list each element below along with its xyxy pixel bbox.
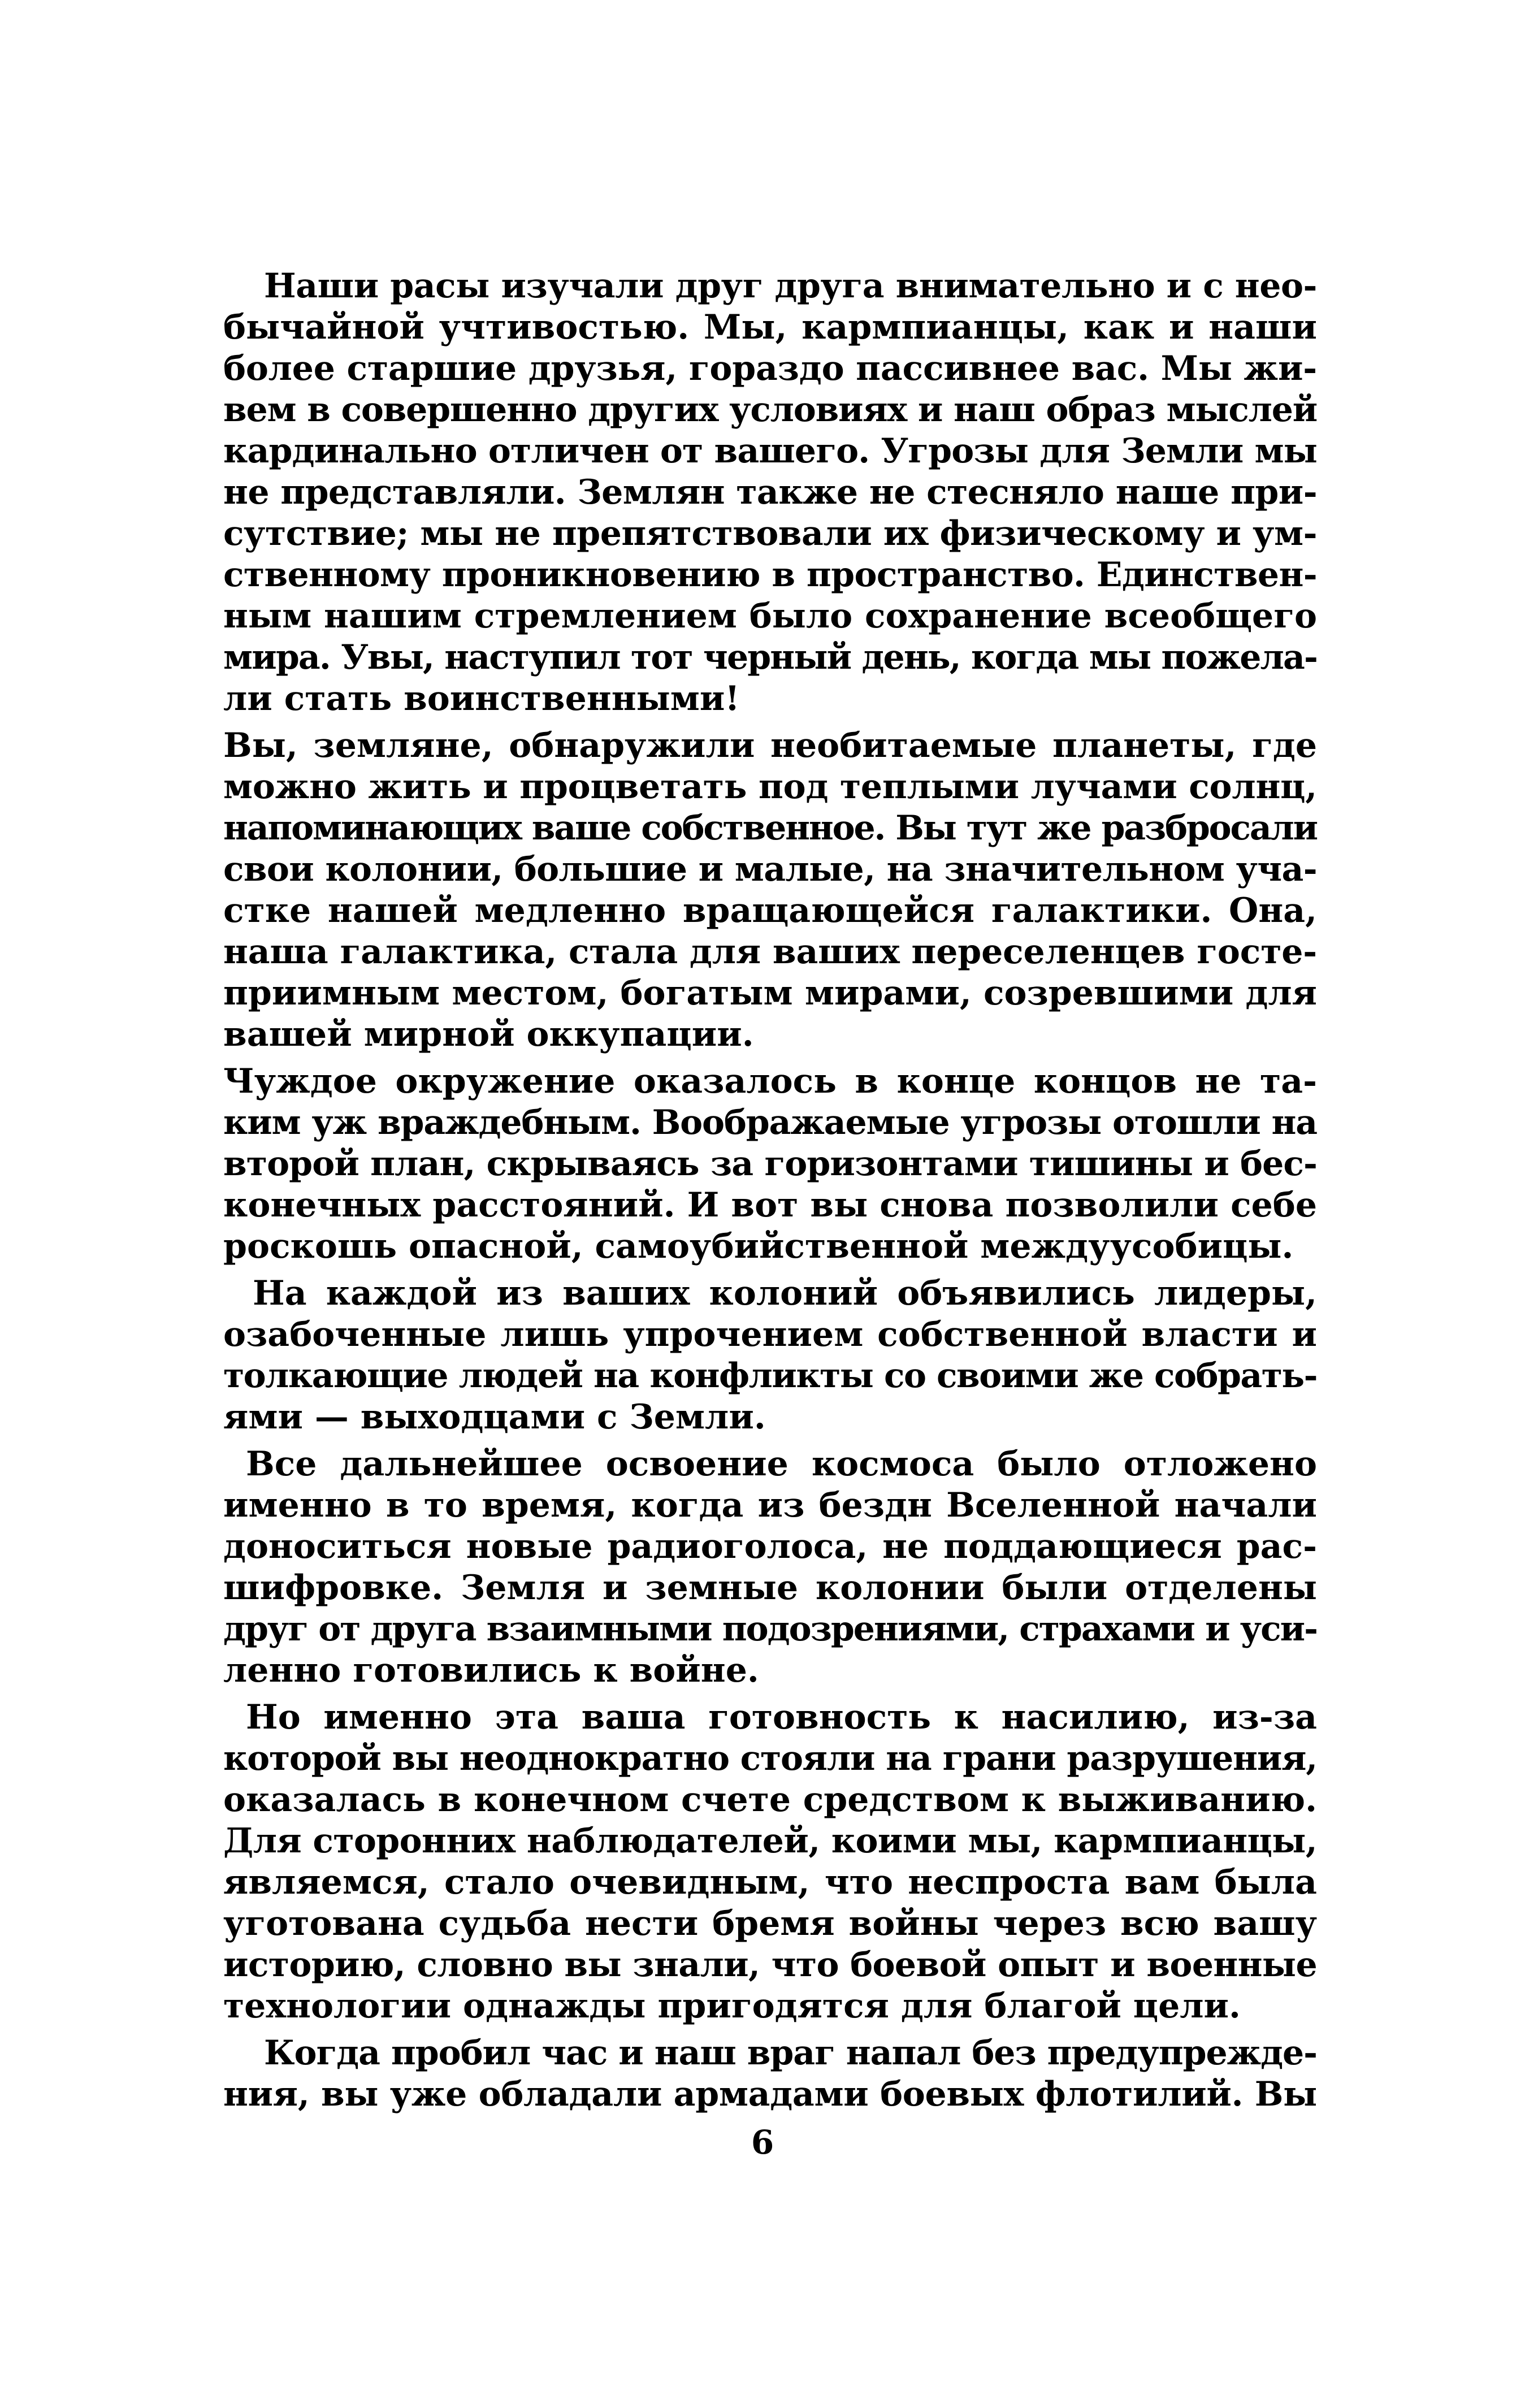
- text-line: наша галактика, стала для ваших переселенцев госте-: [223, 932, 1318, 972]
- text-line: ленно готовились к войне.: [223, 1651, 759, 1690]
- text-line: доноситься новые радиоголоса, не поддающиеся рас-: [223, 1527, 1317, 1566]
- text-line: напоминающих ваше собственное. Вы тут же разбросали: [223, 808, 1317, 848]
- text-line: не представляли. Землян также не стесняло наше при-: [223, 473, 1317, 512]
- page-number: 6: [751, 2123, 774, 2162]
- text-line: На каждой из ваших колоний объявились лидеры,: [253, 1274, 1317, 1313]
- text-line: роскошь опасной, самоубийственной междуусобицы.: [223, 1227, 1294, 1266]
- text-line: ли стать воинственными!: [223, 679, 740, 718]
- text-line: Для сторонних наблюдателей, коими мы, кармпианцы,: [223, 1821, 1317, 1861]
- text-line: кардинально отличен от вашего. Угрозы для Земли мы: [223, 431, 1317, 471]
- text-line: Чуждое окружение оказалось в конце концов не та-: [223, 1062, 1317, 1101]
- text-line: второй план, скрываясь за горизонтами тишины и бес-: [223, 1144, 1317, 1184]
- text-line: можно жить и процветать под теплыми лучами солнц,: [223, 767, 1317, 807]
- text-line: Но именно эта ваша готовность к насилию, из-за: [246, 1697, 1317, 1737]
- text-line: толкающие людей на конфликты со своими же собрать-: [223, 1356, 1317, 1396]
- text-line: уготована судьба нести бремя войны через всю вашу: [223, 1904, 1317, 1943]
- paragraph: [223, 1697, 1317, 2027]
- paragraph: [223, 1061, 1317, 1267]
- paragraph: [223, 266, 1317, 720]
- text-line: Вы, земляне, обнаружили необитаемые планеты, где: [223, 726, 1317, 765]
- text-line: которой вы неоднократно стояли на грани разрушения,: [223, 1739, 1317, 1778]
- text-line: оказалась в конечном счете средством к выживанию.: [223, 1780, 1317, 1820]
- text-line: вем в совершенно других условиях и наш образ мыслей: [223, 390, 1317, 430]
- text-line: бычайной учтивостью. Мы, кармпианцы, как и наши: [223, 308, 1317, 347]
- text-line: озабоченные лишь упрочением собственной власти и: [223, 1315, 1317, 1354]
- text-line: мира. Увы, наступил тот черный день, когда мы пожела-: [223, 638, 1317, 677]
- text-line: вашей мирной оккупации.: [223, 1015, 754, 1054]
- paragraph: [223, 1444, 1317, 1691]
- text-line: сутствие; мы не препятствовали их физическому и ум-: [223, 514, 1317, 553]
- text-line: ственному проникновению в пространство. Единствен-: [223, 555, 1317, 595]
- text-line: историю, словно вы знали, что боевой опыт и военные: [223, 1945, 1317, 1985]
- paragraph: [223, 2033, 1317, 2115]
- text-line: ким уж враждебным. Воображаемые угрозы отошли на: [223, 1103, 1317, 1142]
- text-line: ным нашим стремлением было сохранение всеобщего: [223, 596, 1317, 636]
- text-line: более старшие друзья, гораздо пассивнее вас. Мы жи-: [223, 349, 1317, 388]
- text-line: Наши расы изучали друг друга внимательно и с нео-: [264, 266, 1317, 306]
- paragraph: [223, 725, 1317, 1055]
- text-line: технологии однажды пригодятся для благой цели.: [223, 1986, 1241, 2026]
- text-line: свои колонии, большие и малые, на значительном уча-: [223, 850, 1317, 889]
- text-line: именно в то время, когда из бездн Вселенной начали: [223, 1485, 1317, 1525]
- text-line: приимным местом, богатым мирами, созревшими для: [223, 973, 1317, 1013]
- text-line: Все дальнейшее освоение космоса было отложено: [246, 1444, 1317, 1484]
- text-line: ями — выходцами с Земли.: [223, 1397, 766, 1437]
- text-line: ния, вы уже обладали армадами боевых флотилий. Вы: [223, 2074, 1317, 2114]
- text-line: друг от друга взаимными подозрениями, страхами и уси-: [223, 1609, 1317, 1649]
- body-text: [223, 266, 1317, 2115]
- text-line: шифровке. Земля и земные колонии были отделены: [223, 1568, 1317, 1608]
- text-line: стке нашей медленно вращающейся галактики. Она,: [223, 891, 1317, 930]
- text-line: являемся, стало очевидным, что неспроста вам была: [223, 1863, 1317, 1902]
- text-line: конечных расстояний. И вот вы снова позволили себе: [223, 1185, 1317, 1225]
- text-line: Когда пробил час и наш враг напал без предупрежде-: [264, 2033, 1317, 2073]
- paragraph: [223, 1273, 1317, 1438]
